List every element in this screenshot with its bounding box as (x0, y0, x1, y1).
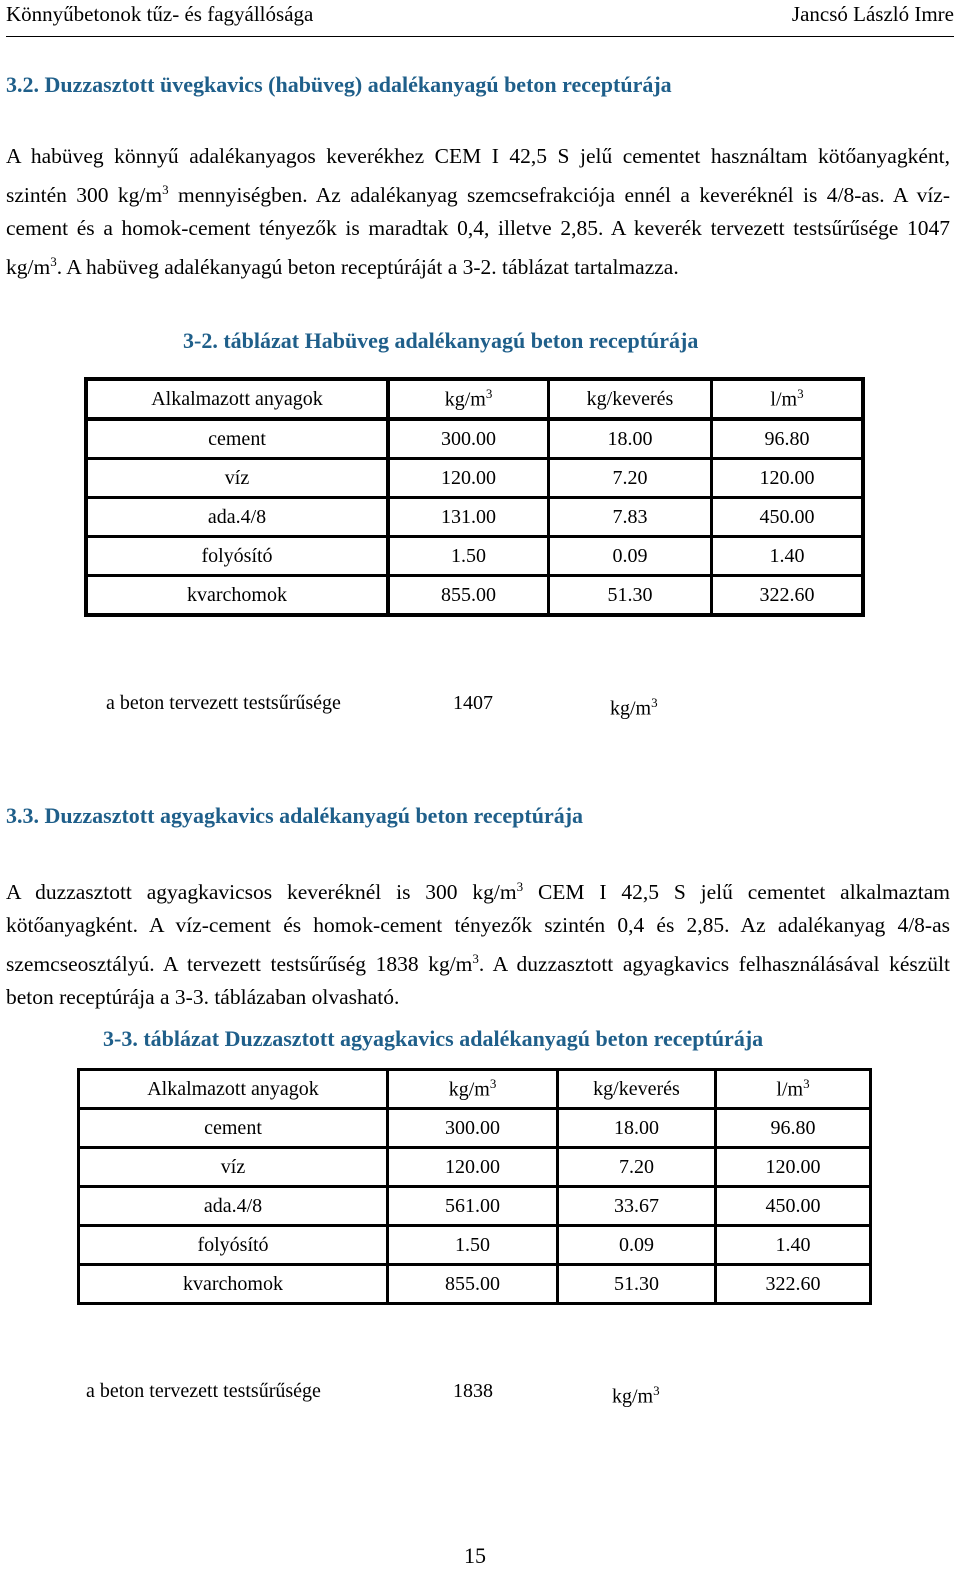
table-cell: 131.00 (390, 499, 550, 538)
table-cell: 7.20 (559, 1149, 717, 1188)
table-cell: 120.00 (390, 460, 550, 499)
table-caption: 3-3. táblázat Duzzasztott agyagkavics adalékanyagú beton receptúrája (103, 1026, 764, 1051)
table-cell: cement (77, 1110, 389, 1149)
header-cell: kg/keverés (559, 1068, 717, 1110)
table-row (77, 1188, 872, 1227)
header-cell: Alkalmazott anyagok (84, 377, 390, 421)
page-header (6, 0, 954, 37)
recipe-table (84, 377, 865, 617)
density-unit: $kg/m^3$ (612, 1383, 660, 1408)
table-cell: 96.80 (717, 1110, 872, 1149)
section-heading: 3.3. Duzzasztott agyagkavics adalékanyagú beton receptúrája (6, 803, 584, 828)
table-cell: 120.00 (717, 1149, 872, 1188)
table-cell: 1.50 (390, 538, 550, 577)
table-cell: folyósító (84, 538, 390, 577)
table-cell: 450.00 (713, 499, 865, 538)
section-heading: 3.2. Duzzasztott üvegkavics (habüveg) adalékanyagú beton receptúrája (6, 72, 672, 97)
table-cell: 1.40 (713, 538, 865, 577)
table-row (84, 421, 865, 460)
table-row (84, 577, 865, 617)
table-cell: 120.00 (713, 460, 865, 499)
table-cell: 1.40 (717, 1227, 872, 1266)
table-cell: 33.67 (559, 1188, 717, 1227)
header-cell: Alkalmazott anyagok (77, 1068, 389, 1110)
section-paragraph: A habüveg könnyű adalékanyagos keverékhez CEM I 42,5 S jelű cementet használtam kötőanyagként, szintén 300 $kg/m^3$ mennyiségben. Az adalékanyag szemcsefrakciója ennél a keveréknél is 4/8-as. A víz-cement és a homok-cement tényezők is maradtak 0,4, illetve 2,85. A keverék tervezett testsűrűsége 1047 $kg/m^3$. A habüveg adalékanyagú beton receptúráját a 3-2. táblázat tartalmazza. (6, 144, 950, 280)
density-label: a beton tervezett testsűrűsége (86, 1380, 321, 1402)
table-cell: cement (84, 421, 390, 460)
table-cell: víz (77, 1149, 389, 1188)
table-cell: ada.4/8 (84, 499, 390, 538)
table-cell: 51.30 (559, 1266, 717, 1305)
density-label: a beton tervezett testsűrűsége (106, 692, 341, 714)
table-row (77, 1149, 872, 1188)
header-author: Jancsó László Imre (791, 2, 954, 26)
table-header-row (84, 377, 865, 421)
density-value: 1838 (453, 1380, 493, 1402)
table-caption: 3-2. táblázat Habüveg adalékanyagú beton receptúrája (183, 328, 699, 353)
header-cell: $l/m^3$ (713, 377, 865, 421)
table-cell: 450.00 (717, 1188, 872, 1227)
header-cell: $l/m^3$ (717, 1068, 872, 1110)
table-row (77, 1266, 872, 1305)
table-cell: 120.00 (389, 1149, 559, 1188)
recipe-table (77, 1068, 872, 1305)
table-cell: 0.09 (559, 1227, 717, 1266)
table-cell: 322.60 (717, 1266, 872, 1305)
table-row (84, 499, 865, 538)
table-cell: víz (84, 460, 390, 499)
table-cell: 18.00 (550, 421, 713, 460)
table-cell: 18.00 (559, 1110, 717, 1149)
table-cell: 300.00 (390, 421, 550, 460)
table-cell: 7.83 (550, 499, 713, 538)
table-cell: 300.00 (389, 1110, 559, 1149)
table-cell: 855.00 (390, 577, 550, 617)
table-header-row (77, 1068, 872, 1110)
table-cell: kvarchomok (77, 1266, 389, 1305)
section-paragraph: A duzzasztott agyagkavicsos keveréknél is 300 $kg/m^3$ CEM I 42,5 S jelű cementet alkalmaztam kötőanyagként. A víz-cement és homok-cement tényezők szintén 0,4 és 2,85. Az adalékanyag 4/8-as szemcseosztályú. A tervezett testsűrűség 1838 $kg/m^3$. A duzzasztott agyagkavics felhasználásával készült beton receptúrája a 3-3. táblázaban olvasható. (6, 879, 950, 1010)
table-cell: 855.00 (389, 1266, 559, 1305)
table-cell: 7.20 (550, 460, 713, 499)
table-cell: 322.60 (713, 577, 865, 617)
table-cell: 51.30 (550, 577, 713, 617)
table-cell: 96.80 (713, 421, 865, 460)
table-cell: 0.09 (550, 538, 713, 577)
header-cell: kg/keverés (550, 377, 713, 421)
header-cell: $kg/m^3$ (389, 1068, 559, 1110)
table-row (77, 1110, 872, 1149)
table-row (84, 538, 865, 577)
table-row (77, 1227, 872, 1266)
density-unit: $kg/m^3$ (610, 695, 658, 720)
page-number: 15 (464, 1543, 486, 1568)
header-cell: $kg/m^3$ (390, 377, 550, 421)
table-cell: kvarchomok (84, 577, 390, 617)
density-value: 1407 (453, 692, 493, 714)
header-title: Könnyűbetonok tűz- és fagyállósága (6, 2, 314, 26)
table-cell: folyósító (77, 1227, 389, 1266)
table-cell: ada.4/8 (77, 1188, 389, 1227)
table-cell: 1.50 (389, 1227, 559, 1266)
table-cell: 561.00 (389, 1188, 559, 1227)
table-row (84, 460, 865, 499)
